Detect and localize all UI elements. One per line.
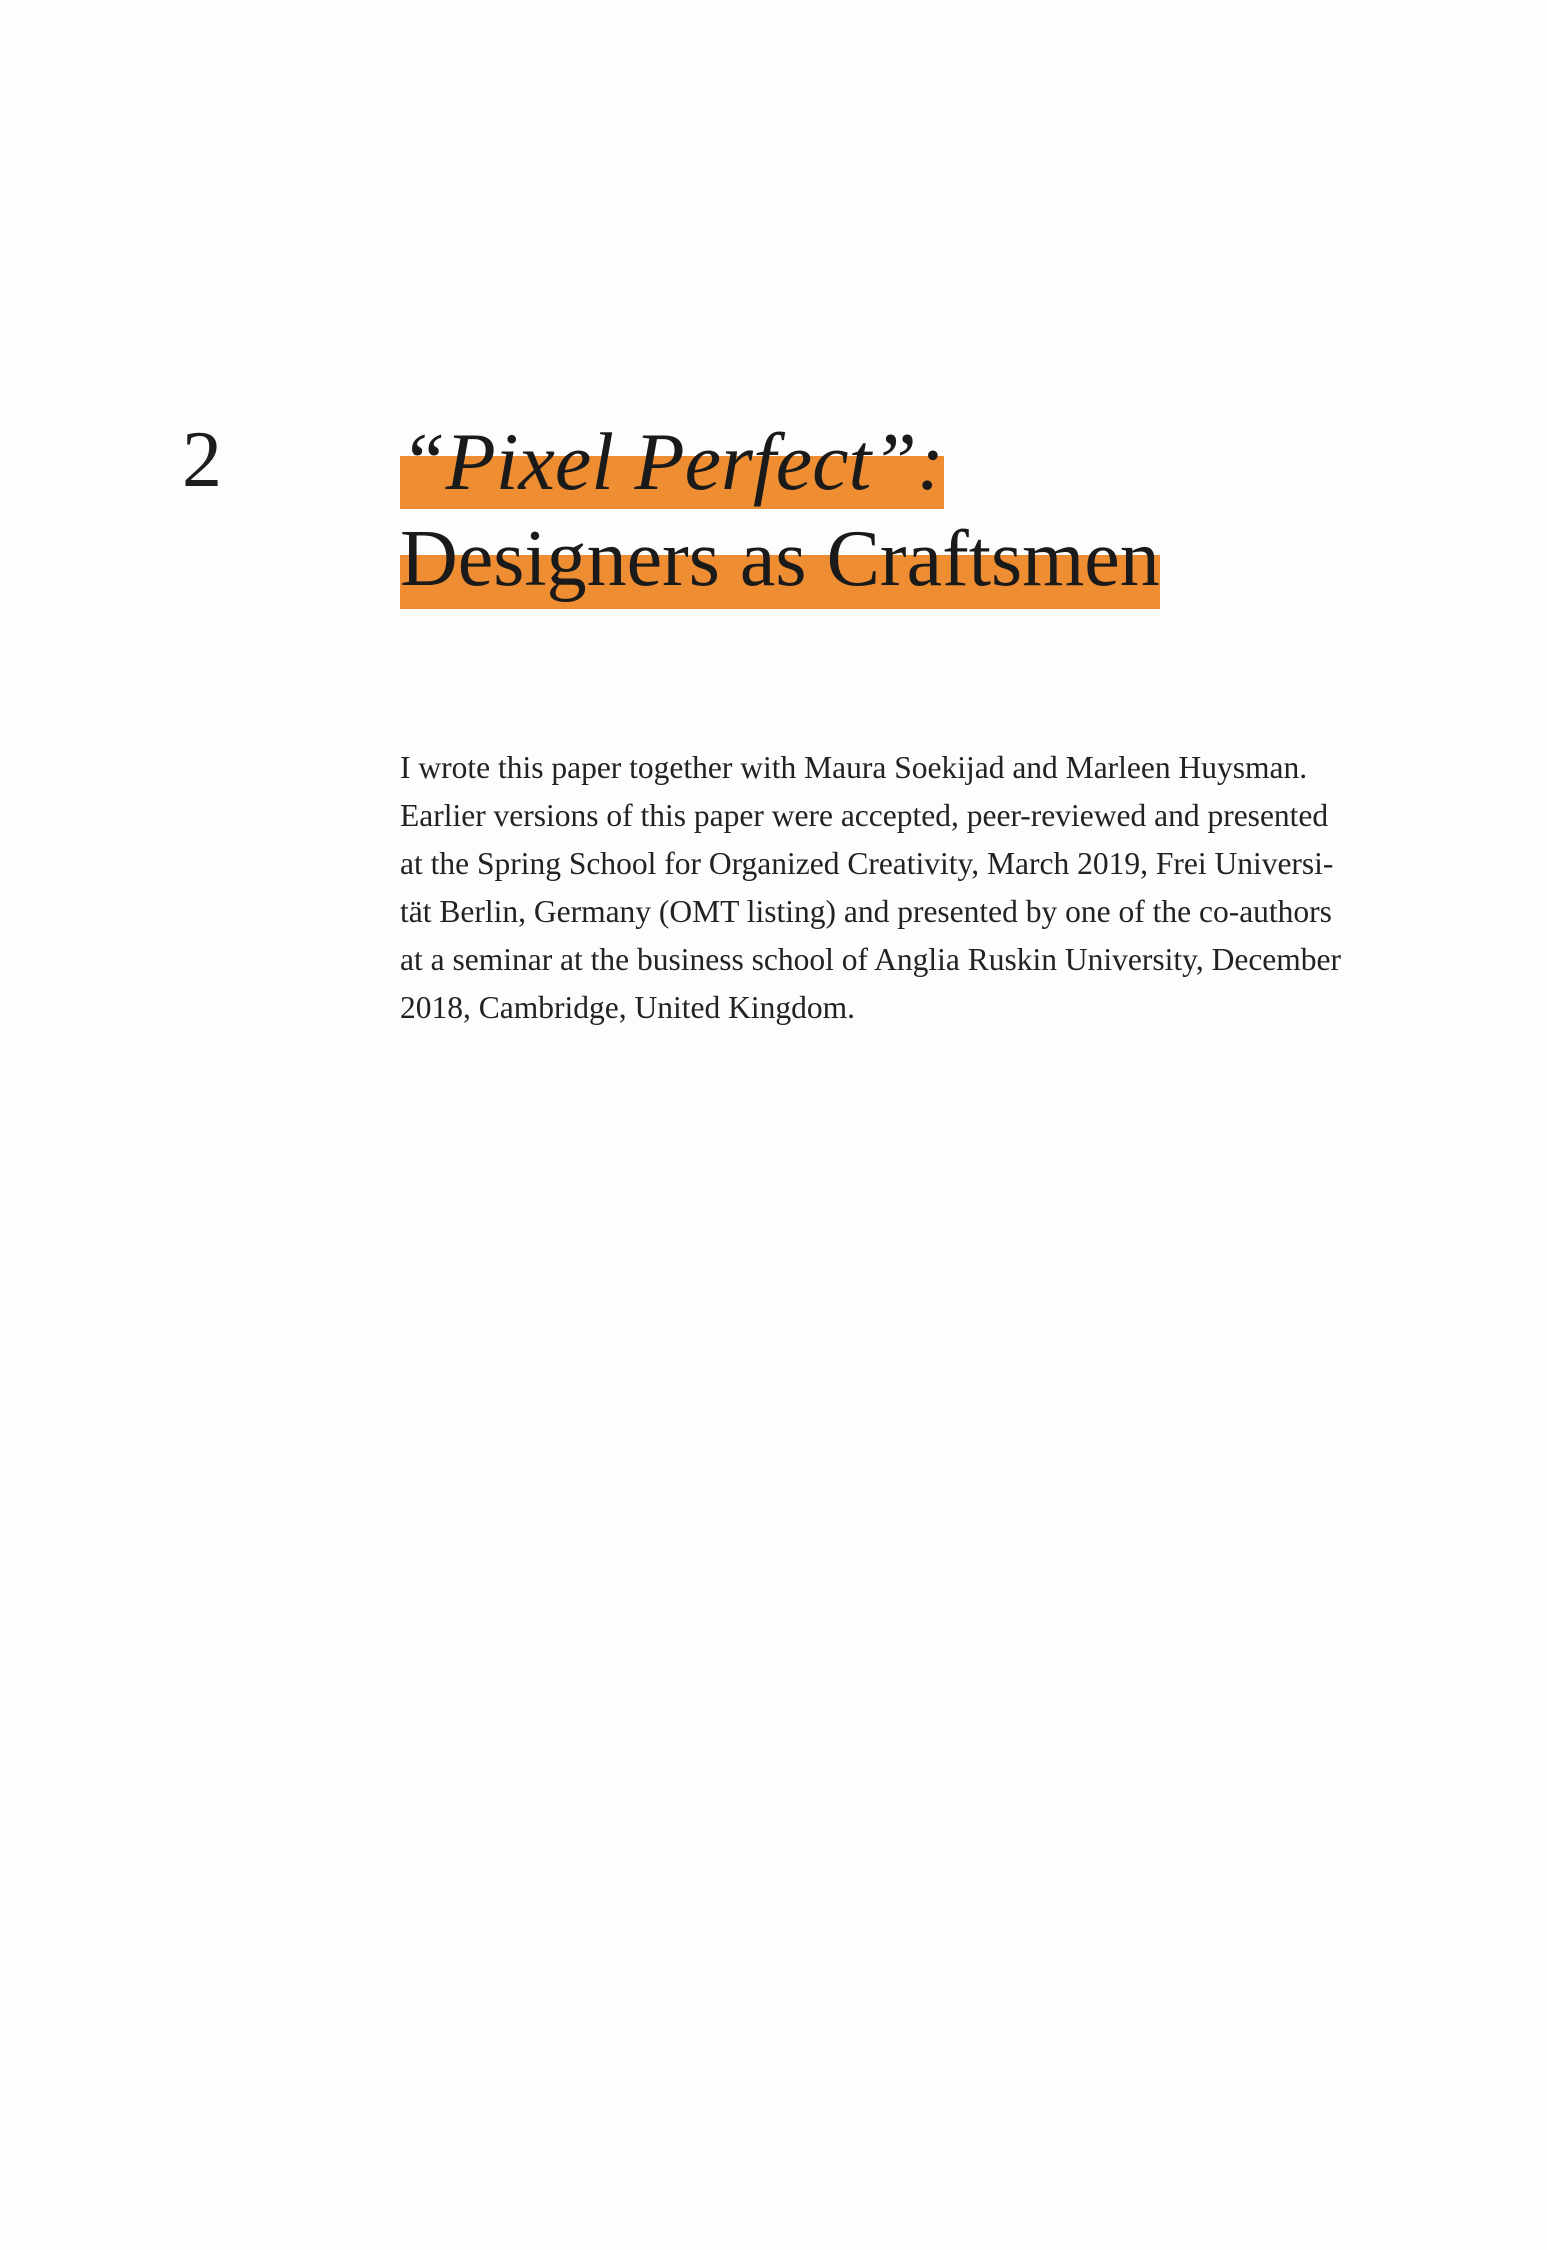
intro-line: at the Spring School for Organized Creativity, March 2019, Frei Universi- bbox=[400, 846, 1334, 881]
intro-paragraph bbox=[400, 744, 1432, 1032]
intro-line: tät Berlin, Germany (OMT listing) and presented by one of the co-authors bbox=[400, 894, 1332, 929]
intro-line: 2018, Cambridge, United Kingdom. bbox=[400, 990, 855, 1025]
intro-line: at a seminar at the business school of Anglia Ruskin University, December bbox=[400, 942, 1342, 977]
chapter-title-line-1: “Pixel Perfect”: bbox=[400, 416, 945, 507]
chapter-number: 2 bbox=[182, 416, 222, 504]
chapter-title bbox=[400, 414, 1160, 609]
intro-line: I wrote this paper together with Maura Soekijad and Marleen Huysman. bbox=[400, 750, 1308, 785]
chapter-title-line-2: Designers as Craftsmen bbox=[400, 509, 1160, 609]
intro-line: Earlier versions of this paper were accepted, peer-reviewed and presented bbox=[400, 798, 1329, 833]
